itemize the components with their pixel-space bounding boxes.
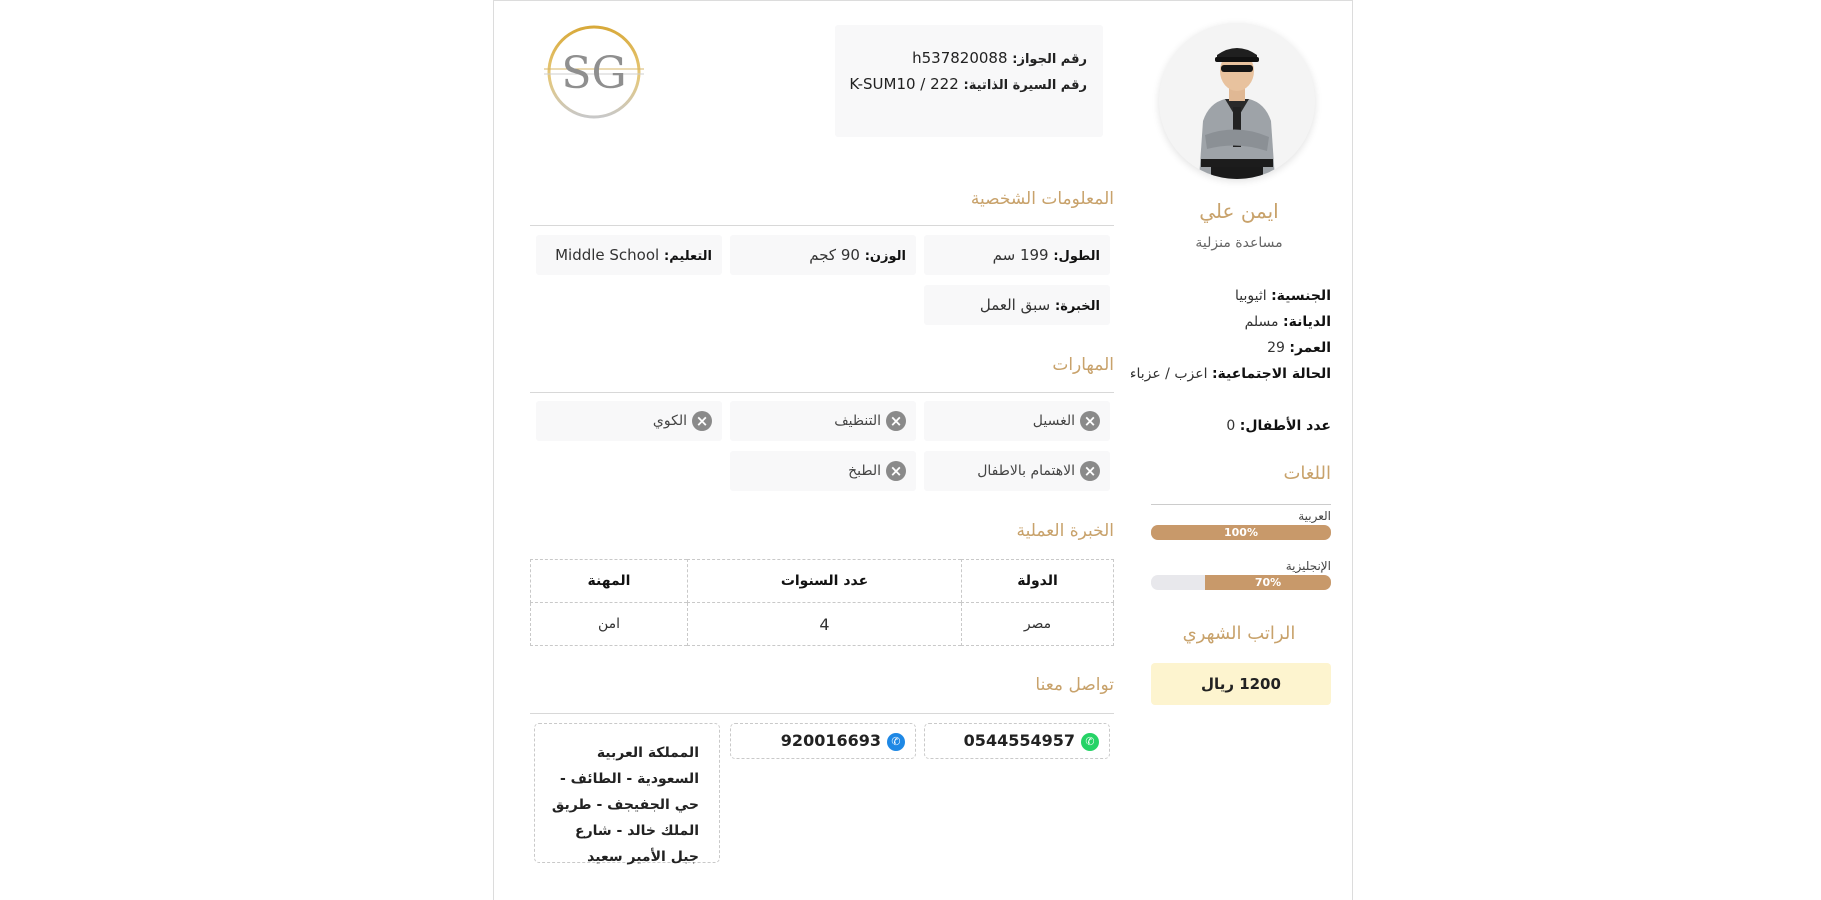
religion-label: الديانة: <box>1282 314 1331 330</box>
children-line <box>1141 413 1331 439</box>
age-label: العمر: <box>1289 340 1331 356</box>
skill-chip <box>730 401 916 441</box>
work-experience-table <box>530 559 1114 646</box>
phone-icon: ✆ <box>887 733 905 751</box>
language-name: العربية <box>1298 509 1331 523</box>
person-role: مساعدة منزلية <box>1195 235 1283 251</box>
religion-line <box>1141 309 1331 335</box>
column-header-profession: المهنة <box>531 560 688 603</box>
passport-value: h537820088 <box>912 49 1008 67</box>
skill-label: التنظيف <box>834 413 881 429</box>
guard-photo-icon <box>1159 23 1315 179</box>
passport-line <box>851 45 1087 71</box>
remove-skill-icon[interactable]: × <box>1080 411 1100 431</box>
cv-number-line <box>851 71 1087 97</box>
column-header-country: الدولة <box>962 560 1114 603</box>
table-cell-country: مصر <box>962 603 1114 646</box>
personal-info-title: المعلومات الشخصية <box>970 189 1114 209</box>
remove-skill-icon[interactable]: × <box>1080 461 1100 481</box>
age-line <box>1141 335 1331 361</box>
languages-divider <box>1151 504 1331 505</box>
weight-label: الوزن: <box>864 249 906 264</box>
nationality-value: اثيوبيا <box>1234 288 1267 304</box>
skills-title: المهارات <box>1052 355 1114 375</box>
table-header-row <box>531 560 1114 603</box>
language-progress-fill: 70% <box>1205 575 1331 590</box>
table-row <box>531 603 1114 646</box>
skill-chip <box>536 401 722 441</box>
weight-cell <box>730 235 916 275</box>
height-label: الطول: <box>1053 249 1100 264</box>
address-box: المملكة العربية السعودية - الطائف - حي الجفيجف - طريق الملك خالد - شارع جبل الأمير سعيد <box>534 723 720 863</box>
skill-label: الطبخ <box>848 463 881 479</box>
education-label: التعليم: <box>664 249 712 264</box>
language-progress-bar <box>1151 525 1331 540</box>
height-value: 199 سم <box>992 246 1049 264</box>
id-info-box <box>835 25 1103 137</box>
whatsapp-contact[interactable] <box>924 723 1110 759</box>
passport-label: رقم الجواز: <box>1012 52 1087 67</box>
languages-title: اللغات <box>1283 463 1331 484</box>
contact-divider <box>530 713 1114 714</box>
personal-info-divider <box>530 225 1114 226</box>
whatsapp-number[interactable]: 0544554957 <box>963 731 1075 750</box>
religion-value: مسلم <box>1244 314 1279 330</box>
remove-skill-icon[interactable]: × <box>886 411 906 431</box>
language-item <box>1151 507 1331 540</box>
marital-status-line <box>1129 361 1331 387</box>
person-name: ايمن علي <box>1199 199 1279 223</box>
remove-skill-icon[interactable]: × <box>886 461 906 481</box>
phone-number[interactable]: 920016693 <box>780 731 881 750</box>
table-cell-years: 4 <box>688 603 962 646</box>
phone-contact[interactable] <box>730 723 916 759</box>
avatar <box>1159 23 1315 179</box>
children-label: عدد الأطفال: <box>1239 418 1331 434</box>
marital-status-value: اعزب / عزباء <box>1129 366 1208 382</box>
column-header-years: عدد السنوات <box>688 560 962 603</box>
table-cell-profession: امن <box>531 603 688 646</box>
skill-label: الغسيل <box>1032 413 1075 429</box>
cv-number-label: رقم السيرة الذاتية: <box>963 78 1087 93</box>
age-value: 29 <box>1267 340 1285 356</box>
language-progress-bar <box>1151 575 1331 590</box>
salary-value: 1200 ريال <box>1151 663 1331 705</box>
education-cell <box>536 235 722 275</box>
experience-value: سبق العمل <box>979 296 1051 314</box>
skill-chip <box>924 401 1110 441</box>
personal-details-list <box>1129 283 1331 439</box>
education-value: Middle School <box>555 246 660 264</box>
nationality-label: الجنسية: <box>1271 288 1331 304</box>
language-name: الإنجليزية <box>1285 559 1331 573</box>
cv-number-value: K-SUM10 / 222 <box>849 75 959 93</box>
experience-cell <box>924 285 1110 325</box>
skill-chip <box>730 451 916 491</box>
experience-label: الخبرة: <box>1055 299 1100 314</box>
remove-skill-icon[interactable]: × <box>692 411 712 431</box>
nationality-line <box>1141 283 1331 309</box>
language-item <box>1151 557 1331 590</box>
skills-divider <box>530 392 1114 393</box>
whatsapp-icon: ✆ <box>1081 733 1099 751</box>
skill-label: الاهتمام بالاطفال <box>977 463 1075 479</box>
weight-value: 90 كجم <box>809 246 860 264</box>
skill-label: الكوي <box>652 413 687 429</box>
contact-title: تواصل معنا <box>1035 675 1114 695</box>
logo-text: SG <box>561 48 627 99</box>
work-experience-title: الخبرة العملية <box>1016 521 1114 541</box>
language-progress-fill: 100% <box>1151 525 1331 540</box>
salary-title: الراتب الشهري <box>1182 623 1296 644</box>
height-cell <box>924 235 1110 275</box>
children-value: 0 <box>1226 418 1236 434</box>
company-logo <box>542 25 646 119</box>
skill-chip <box>924 451 1110 491</box>
marital-status-label: الحالة الاجتماعية: <box>1211 366 1331 382</box>
cv-page <box>493 0 1353 900</box>
